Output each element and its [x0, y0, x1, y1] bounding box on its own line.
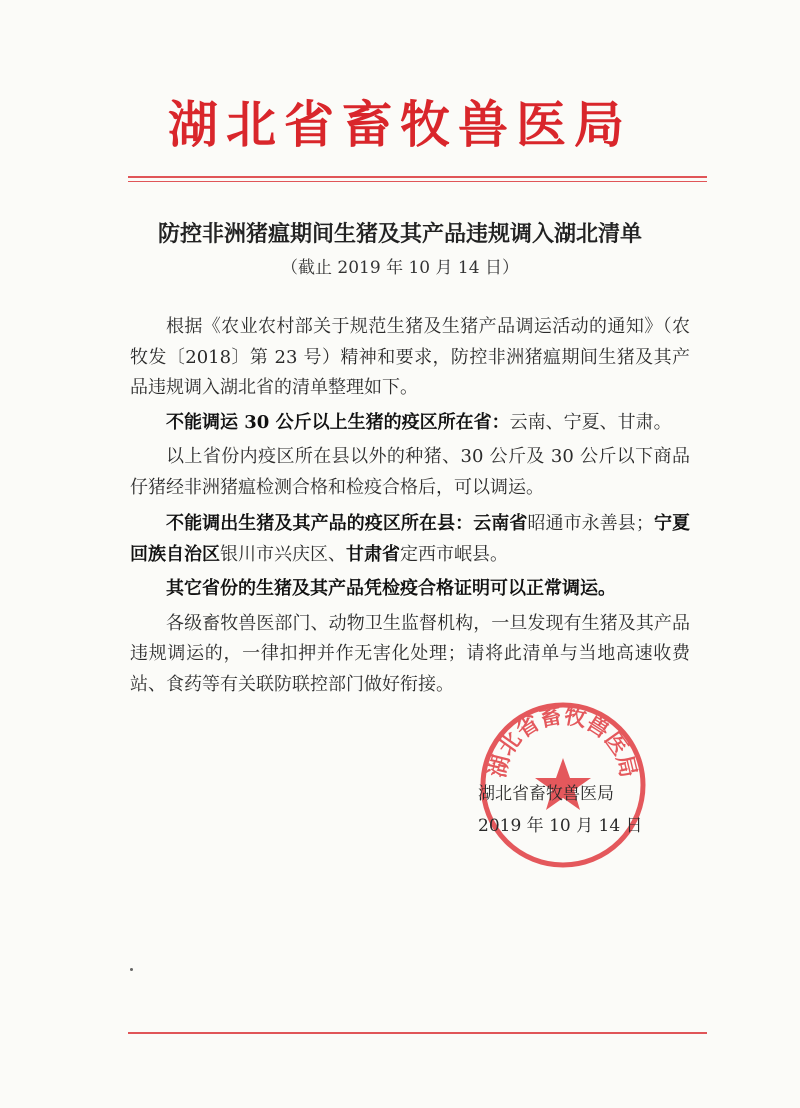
county-ningxia: 银川市兴庆区、	[220, 543, 346, 565]
document-subtitle: （截止 2019 年 10 月 14 日）	[281, 258, 519, 278]
signature-issuer: 湖北省畜牧兽医局	[478, 784, 614, 804]
province-ban-heading: 不能调运 30 公斤以上生猪的疫区所在省：	[166, 411, 510, 433]
seal-text: 湖北省畜牧兽医局	[484, 702, 642, 781]
footer-rule	[128, 1032, 707, 1034]
paragraph-exception: 以上省份内疫区所在县以外的种猪、30 公斤及 30 公斤以下商品仔猪经非洲猪瘟检测合格和检疫合格后，可以调运。	[130, 446, 690, 498]
county-gansu-label: 甘肃省	[346, 543, 400, 565]
signature-block	[478, 778, 678, 842]
margin-dot	[130, 968, 133, 971]
agency-letterhead: 湖北省畜牧兽医局	[168, 95, 632, 154]
letterhead-rule	[128, 176, 707, 178]
paragraph-province-ban	[130, 408, 690, 439]
county-ningxia-label: 宁夏回族自治区	[130, 513, 691, 565]
paragraph-other-provinces: 其它省份的生猪及其产品凭检疫合格证明可以正常调运。	[166, 578, 616, 599]
letterhead-rule-thin	[128, 181, 707, 182]
document-title: 防控非洲猪瘟期间生猪及其产品违规调入湖北清单	[157, 221, 642, 247]
province-ban-list: 云南、宁夏、甘肃。	[509, 411, 672, 433]
county-yunnan-label: 云南省	[473, 513, 528, 534]
signature-date: 2019 年 10 月 14 日	[478, 816, 643, 836]
county-yunnan: 昭通市永善县；	[527, 513, 654, 534]
county-ban-heading: 不能调出生猪及其产品的疫区所在县：	[166, 513, 474, 534]
paragraph-instructions: 各级畜牧兽医部门、动物卫生监督机构，一旦发现有生猪及其产品违规调运的，一律扣押并作无害化处理；请将此清单与当地高速收费站、食药等有关联防联控部门做好衔接。	[130, 612, 690, 695]
county-gansu: 定西市岷县。	[400, 543, 508, 565]
paragraph-basis: 根据《农业农村部关于规范生猪及生猪产品调运活动的通知》（农牧发〔2018〕第 23 号）精神和要求，防控非洲猪瘟期间生猪及其产品违规调入湖北省的清单整理如下。	[130, 316, 690, 398]
document-body	[130, 312, 690, 700]
paragraph-county-ban	[130, 509, 690, 570]
